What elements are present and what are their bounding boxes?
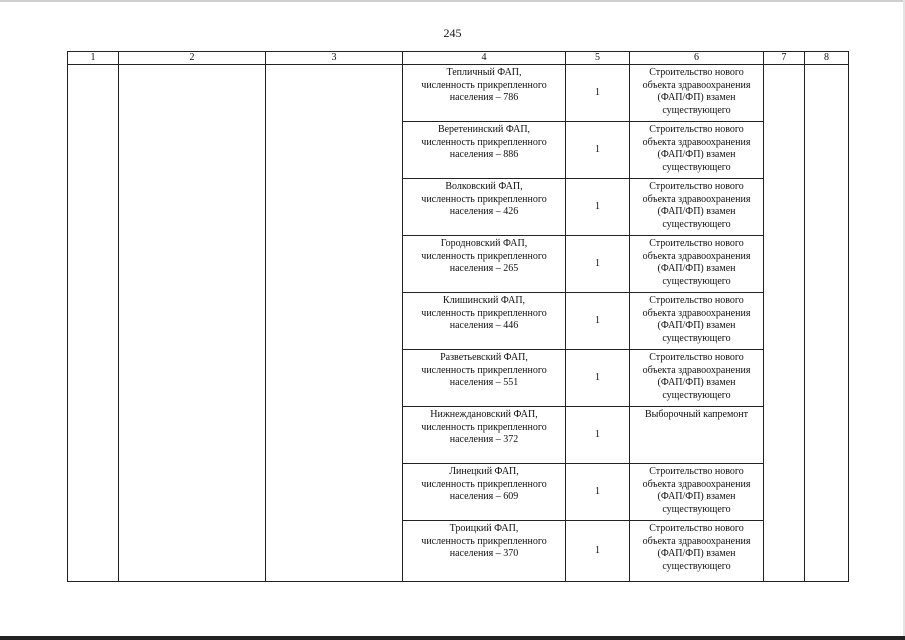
facility-name: Клишинский ФАП, — [442, 295, 526, 306]
work-type-cell — [630, 65, 764, 122]
facility-line2: численность прикрепленного — [421, 136, 547, 148]
facility-line2: численность прикрепленного — [421, 79, 547, 91]
facility-line2: численность прикрепленного — [421, 193, 547, 205]
work-type-line: (ФАП/ФП) взамен — [657, 491, 736, 502]
quantity-cell: 1 — [566, 65, 630, 122]
work-type-line: существующего — [662, 332, 731, 344]
facility-cell — [403, 350, 566, 407]
work-type-line: (ФАП/ФП) взамен — [657, 206, 736, 217]
col1-cell — [68, 65, 119, 582]
facility-line3: населения – 609 — [449, 491, 519, 502]
work-type-line: существующего — [662, 161, 731, 173]
work-type-line: Строительство нового — [649, 181, 744, 192]
quantity-cell: 1 — [566, 464, 630, 521]
work-type-line: Строительство нового — [649, 352, 744, 363]
facilities-table — [67, 51, 849, 582]
work-type-cell — [630, 407, 764, 464]
col7-cell — [764, 65, 805, 582]
facility-line2: численность прикрепленного — [421, 421, 547, 433]
facility-line3: населения – 426 — [449, 206, 519, 217]
facility-cell — [403, 521, 566, 582]
work-type-line: объекта здравоохранения — [642, 307, 751, 319]
header-cell: 7 — [764, 52, 805, 65]
col2-cell — [119, 65, 266, 582]
facility-cell — [403, 179, 566, 236]
work-type-line: объекта здравоохранения — [642, 136, 751, 148]
facility-line2: численность прикрепленного — [421, 535, 547, 547]
work-type-cell — [630, 464, 764, 521]
facility-cell — [403, 407, 566, 464]
facility-line3: населения – 551 — [449, 377, 519, 388]
work-type-cell — [630, 179, 764, 236]
facility-line2: численность прикрепленного — [421, 307, 547, 319]
work-type-line: (ФАП/ФП) взамен — [657, 548, 736, 559]
work-type-line: существующего — [662, 389, 731, 401]
header-cell: 2 — [119, 52, 266, 65]
header-cell: 4 — [403, 52, 566, 65]
work-type-line: объекта здравоохранения — [642, 193, 751, 205]
work-type-cell — [630, 236, 764, 293]
facility-cell — [403, 122, 566, 179]
work-type-line: (ФАП/ФП) взамен — [657, 263, 736, 274]
work-type-cell — [630, 293, 764, 350]
work-type-line: Строительство нового — [649, 67, 744, 78]
quantity-cell: 1 — [566, 350, 630, 407]
work-type-line: существующего — [662, 104, 731, 116]
work-type-line: Строительство нового — [649, 238, 744, 249]
facility-name: Городновский ФАП, — [440, 238, 528, 249]
header-cell: 3 — [266, 52, 403, 65]
quantity-cell: 1 — [566, 236, 630, 293]
quantity-cell: 1 — [566, 521, 630, 582]
work-type-cell — [630, 122, 764, 179]
facility-line3: населения – 265 — [449, 263, 519, 274]
quantity-cell: 1 — [566, 293, 630, 350]
facility-line3: населения – 372 — [449, 434, 519, 445]
header-cell: 6 — [630, 52, 764, 65]
facility-line2: численность прикрепленного — [421, 478, 547, 490]
quantity-cell: 1 — [566, 179, 630, 236]
work-type-line: объекта здравоохранения — [642, 79, 751, 91]
facility-name: Веретенинский ФАП, — [437, 124, 531, 135]
facility-name: Линецкий ФАП, — [449, 466, 519, 477]
work-type-line: (ФАП/ФП) взамен — [657, 320, 736, 331]
work-type-cell — [630, 350, 764, 407]
facility-name: Нижнеждановский ФАП, — [430, 409, 538, 420]
facility-line2: численность прикрепленного — [421, 250, 547, 262]
work-type-line: объекта здравоохранения — [642, 364, 751, 376]
facility-line3: населения – 370 — [449, 548, 519, 559]
col3-cell — [266, 65, 403, 582]
work-type-line: существующего — [662, 275, 731, 287]
header-cell: 5 — [566, 52, 630, 65]
header-row — [68, 52, 849, 65]
work-type-line: объекта здравоохранения — [642, 535, 751, 547]
facility-name: Разветьевский ФАП, — [440, 352, 528, 363]
work-type-line: Строительство нового — [649, 466, 744, 477]
work-type-line: существующего — [662, 503, 731, 515]
work-type-line: Строительство нового — [649, 523, 744, 534]
work-type-line: (ФАП/ФП) взамен — [657, 149, 736, 160]
facility-cell — [403, 236, 566, 293]
work-type-line: объекта здравоохранения — [642, 250, 751, 262]
col8-cell — [805, 65, 849, 582]
facility-line3: населения – 446 — [449, 320, 519, 331]
page-number: 245 — [443, 26, 462, 40]
facility-line3: населения – 886 — [449, 149, 519, 160]
header-cell: 8 — [805, 52, 849, 65]
work-type-cell — [630, 521, 764, 582]
scan-edge-bottom — [0, 636, 905, 640]
work-type-line: Строительство нового — [649, 295, 744, 306]
work-type-line: (ФАП/ФП) взамен — [657, 92, 736, 103]
facility-cell — [403, 65, 566, 122]
facility-cell — [403, 464, 566, 521]
facility-name: Волковский ФАП, — [445, 181, 523, 192]
scan-edge-top — [0, 0, 905, 2]
facility-line3: населения – 786 — [449, 92, 519, 103]
work-type-line: Выборочный капремонт — [644, 409, 749, 420]
work-type-line: (ФАП/ФП) взамен — [657, 377, 736, 388]
facility-name: Тепличный ФАП, — [446, 67, 522, 78]
work-type-line: существующего — [662, 560, 731, 572]
header-cell: 1 — [68, 52, 119, 65]
facility-cell — [403, 293, 566, 350]
work-type-line: объекта здравоохранения — [642, 478, 751, 490]
quantity-cell: 1 — [566, 122, 630, 179]
work-type-line: Строительство нового — [649, 124, 744, 135]
quantity-cell: 1 — [566, 407, 630, 464]
facility-name: Троицкий ФАП, — [449, 523, 519, 534]
table-row — [68, 65, 849, 122]
facility-line2: численность прикрепленного — [421, 364, 547, 376]
work-type-line: существующего — [662, 218, 731, 230]
